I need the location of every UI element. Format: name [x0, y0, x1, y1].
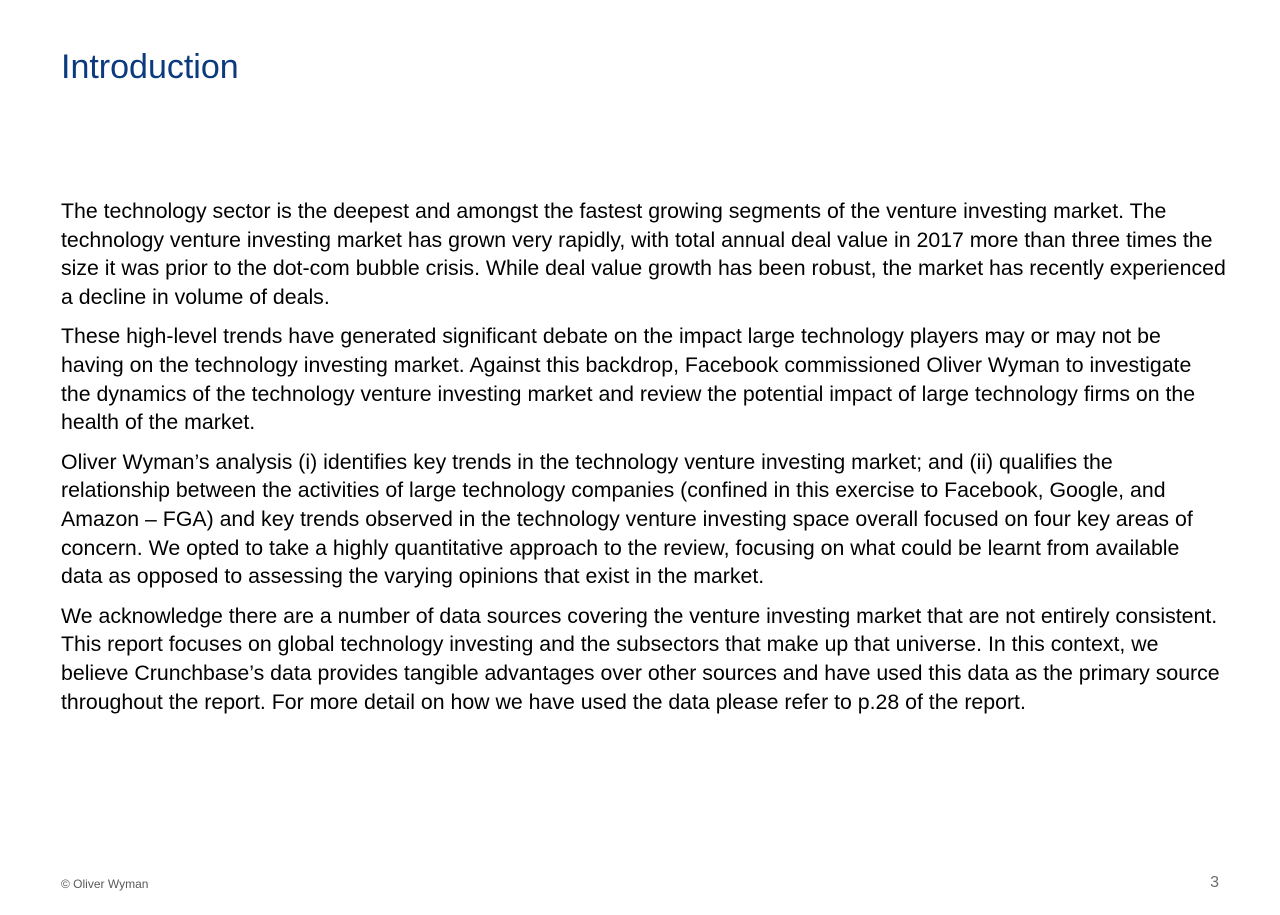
page-number: 3 — [1210, 874, 1219, 891]
paragraph-4: We acknowledge there are a number of data sources covering the venture investing market that are not entirely consistent. This report focuses on global technology investing and the subsectors that make up that universe. In this context, we believe Crunchbase’s data provides tangible advantages over other sources and have used this data as the primary source throughout the report. For more detail on how we have used the data please refer to p.28 of the report. — [61, 603, 1220, 714]
paragraph-1: The technology sector is the deepest and amongst the fastest growing segments of the venture investing market. The technology venture investing market has grown very rapidly, with total annual deal value in 2017 more than three times the size it was prior to the dot-com bubble crisis. While deal value growth has been robust, the market has recently experienced a decline in volume of deals. — [61, 199, 1226, 309]
paragraph-2: These high-level trends have generated significant debate on the impact large technology players may or may not be having on the technology investing market. Against this backdrop, Facebook commissioned Oliver Wyman to investigate the dynamics of the technology venture investing market and review the potential impact of large technology firms on the health of the market. — [61, 324, 1196, 435]
page-title: Introduction — [61, 48, 239, 86]
footer-copyright: © Oliver Wyman — [61, 877, 149, 891]
paragraph-3: Oliver Wyman’s analysis (i) identifies key trends in the technology venture investing market; and (ii) qualifies the relationship between the activities of large technology companies (confined in this exercise to Facebook, Google, and Amazon – FGA) and key trends observed in the technology venture investing space overall focused on four key areas of concern. We opted to take a highly quantitative approach to the review, focusing on what could be learnt from available data as opposed to assessing the varying opinions that exist in the market. — [61, 449, 1193, 589]
body-text — [61, 197, 1226, 727]
